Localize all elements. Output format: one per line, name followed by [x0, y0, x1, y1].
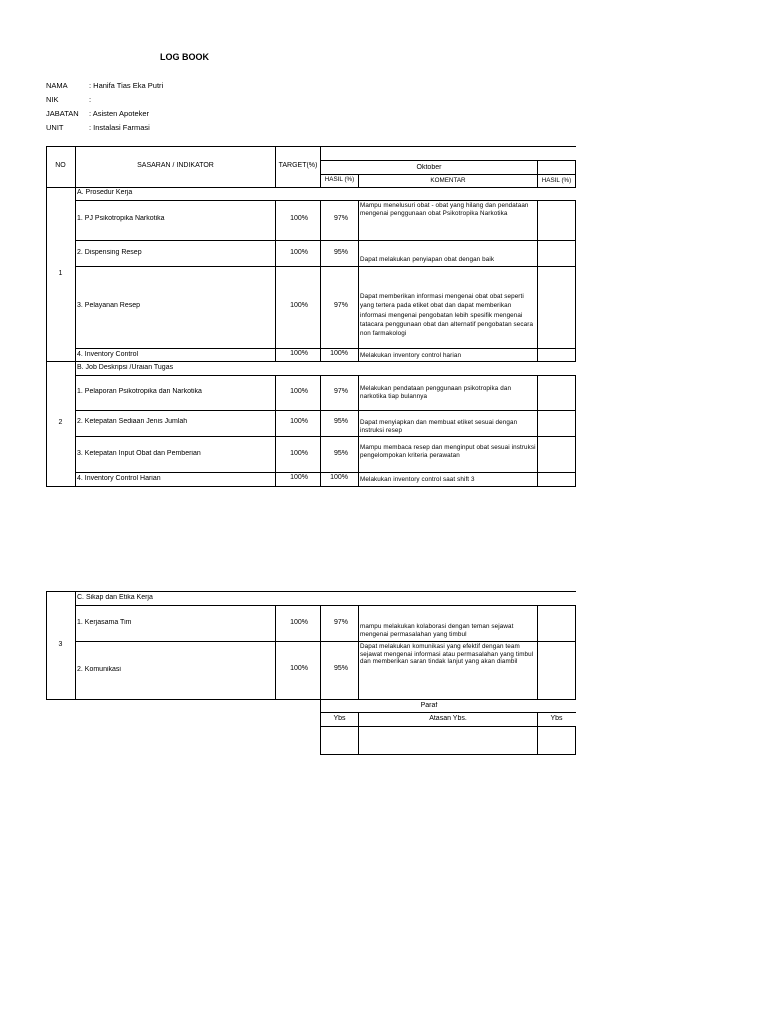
table-row-indikator: 4. Inventory Control: [77, 351, 139, 358]
table-row-target: 100%: [290, 619, 308, 626]
header-hasil: HASIL (%): [324, 176, 355, 183]
table-row-hasil: 100%: [330, 474, 348, 481]
info-value-jabatan: : Asisten Apoteker: [89, 109, 150, 118]
header-sasaran: SASARAN / INDIKATOR: [137, 162, 214, 169]
table-row-hasil: 97%: [333, 215, 348, 222]
info-label-nama: NAMA: [46, 81, 68, 90]
page-title: LOG BOOK: [160, 52, 209, 62]
table-row-hasil: 95%: [333, 665, 348, 672]
table-row-target: 100%: [290, 350, 308, 357]
info-value-unit: : Instalasi Farmasi: [89, 123, 150, 132]
info-value-nik: :: [89, 95, 92, 104]
section-3-no: 3: [58, 641, 63, 648]
paraf-label: Paraf: [420, 702, 438, 709]
paraf-ybs-next: Ybs: [550, 715, 563, 722]
table-row-komentar: Melakukan pendataan penggunaan psikotropika dan narkotika tiap bulannya: [360, 385, 512, 400]
header-no: NO: [55, 162, 66, 169]
table-row-komentar: Dapat melakukan komunikasi yang efektif dengan team sejawat mengenai informasi atau permasalahan yang timbul dan memberikan saran tindak lanjut yang akan diambil: [360, 643, 534, 665]
header-komentar: KOMENTAR: [430, 177, 466, 184]
table-row-komentar: Dapat memberikan informasi mengenai obat obat seperti yang tertera pada etiket obat dan dapat memberikan informasi mengenai pengobatan lebih spesifik mengenai tatacara penggunaan obat dan alternatif pengobatan secara non farmakologi: [360, 293, 534, 338]
table-row-target: 100%: [290, 302, 308, 309]
table-row-komentar: Dapat melakukan penyiapan obat dengan baik: [360, 256, 495, 263]
table-row-target: 100%: [290, 474, 308, 481]
header-month: Oktober: [416, 164, 442, 171]
table-row-hasil: 97%: [333, 619, 348, 626]
table-row-komentar: Melakukan inventory control harian: [360, 352, 462, 359]
table-row-hasil: 95%: [333, 249, 348, 256]
table-row-komentar: Mampu menelusuri obat - obat yang hilang dan pendataan mengenai penggunaan obat Psikotropika Narkotika: [360, 202, 529, 217]
info-label-nik: NIK: [46, 95, 59, 104]
section-1-no: 1: [58, 270, 63, 277]
table-row-target: 100%: [290, 388, 308, 395]
table-row-indikator: 1. Kerjasama Tim: [77, 619, 132, 626]
table-row-komentar: mampu melakukan kolaborasi dengan teman sejawat mengenai permasalahan yang timbul: [360, 623, 514, 638]
table-row-hasil: 97%: [333, 388, 348, 395]
table-row-indikator: 4. Inventory Control Harian: [77, 475, 161, 482]
header-target: TARGET(%): [278, 162, 318, 169]
info-label-unit: UNIT: [46, 123, 64, 132]
table-row-indikator: 3. Ketepatan Input Obat dan Pemberian: [77, 450, 201, 457]
table-row-indikator: 3. Pelayanan Resep: [77, 302, 141, 309]
table-row-target: 100%: [290, 249, 308, 256]
table-row-hasil: 95%: [333, 418, 348, 425]
table-row-komentar: Melakukan inventory control saat shift 3: [360, 476, 475, 483]
table-row-komentar: Dapat menyiapkan dan membuat etiket sesuai dengan instruksi resep: [360, 419, 518, 434]
table-row-hasil: 100%: [330, 350, 348, 357]
table-row-komentar: Mampu membaca resep dan menginput obat sesuai instruksi pengelompokan kriteria perawatan: [360, 444, 536, 459]
paraf-atasan: Atasan Ybs.: [429, 715, 467, 722]
info-label-jabatan: JABATAN: [46, 109, 79, 118]
section-2-heading: B. Job Deskripsi /Uraian Tugas: [77, 364, 174, 371]
info-value-nama: : Hanifa Tias Eka Putri: [89, 81, 164, 90]
table-row-target: 100%: [290, 215, 308, 222]
table-row-target: 100%: [290, 418, 308, 425]
table-row-hasil: 97%: [333, 302, 348, 309]
section-3-heading: C. Sikap dan Etika Kerja: [77, 594, 153, 601]
table-row-hasil: 95%: [333, 450, 348, 457]
section-2-no: 2: [58, 419, 63, 426]
table-row-target: 100%: [290, 665, 308, 672]
table-row-indikator: 2. Ketepatan Sediaan Jenis Jumlah: [77, 418, 188, 425]
table-row-indikator: 2. Dispensing Resep: [77, 249, 142, 256]
section-1-heading: A. Prosedur Kerja: [77, 189, 133, 196]
table-row-indikator: 1. PJ Psikotropika Narkotika: [77, 215, 165, 222]
header-hasil-next: HASIL (%): [541, 177, 572, 184]
table-row-indikator: 1. Pelaporan Psikotropika dan Narkotika: [77, 388, 202, 395]
paraf-ybs: Ybs: [333, 715, 346, 722]
table-row-target: 100%: [290, 450, 308, 457]
table-row-indikator: 2. Komunikasi: [77, 666, 121, 673]
